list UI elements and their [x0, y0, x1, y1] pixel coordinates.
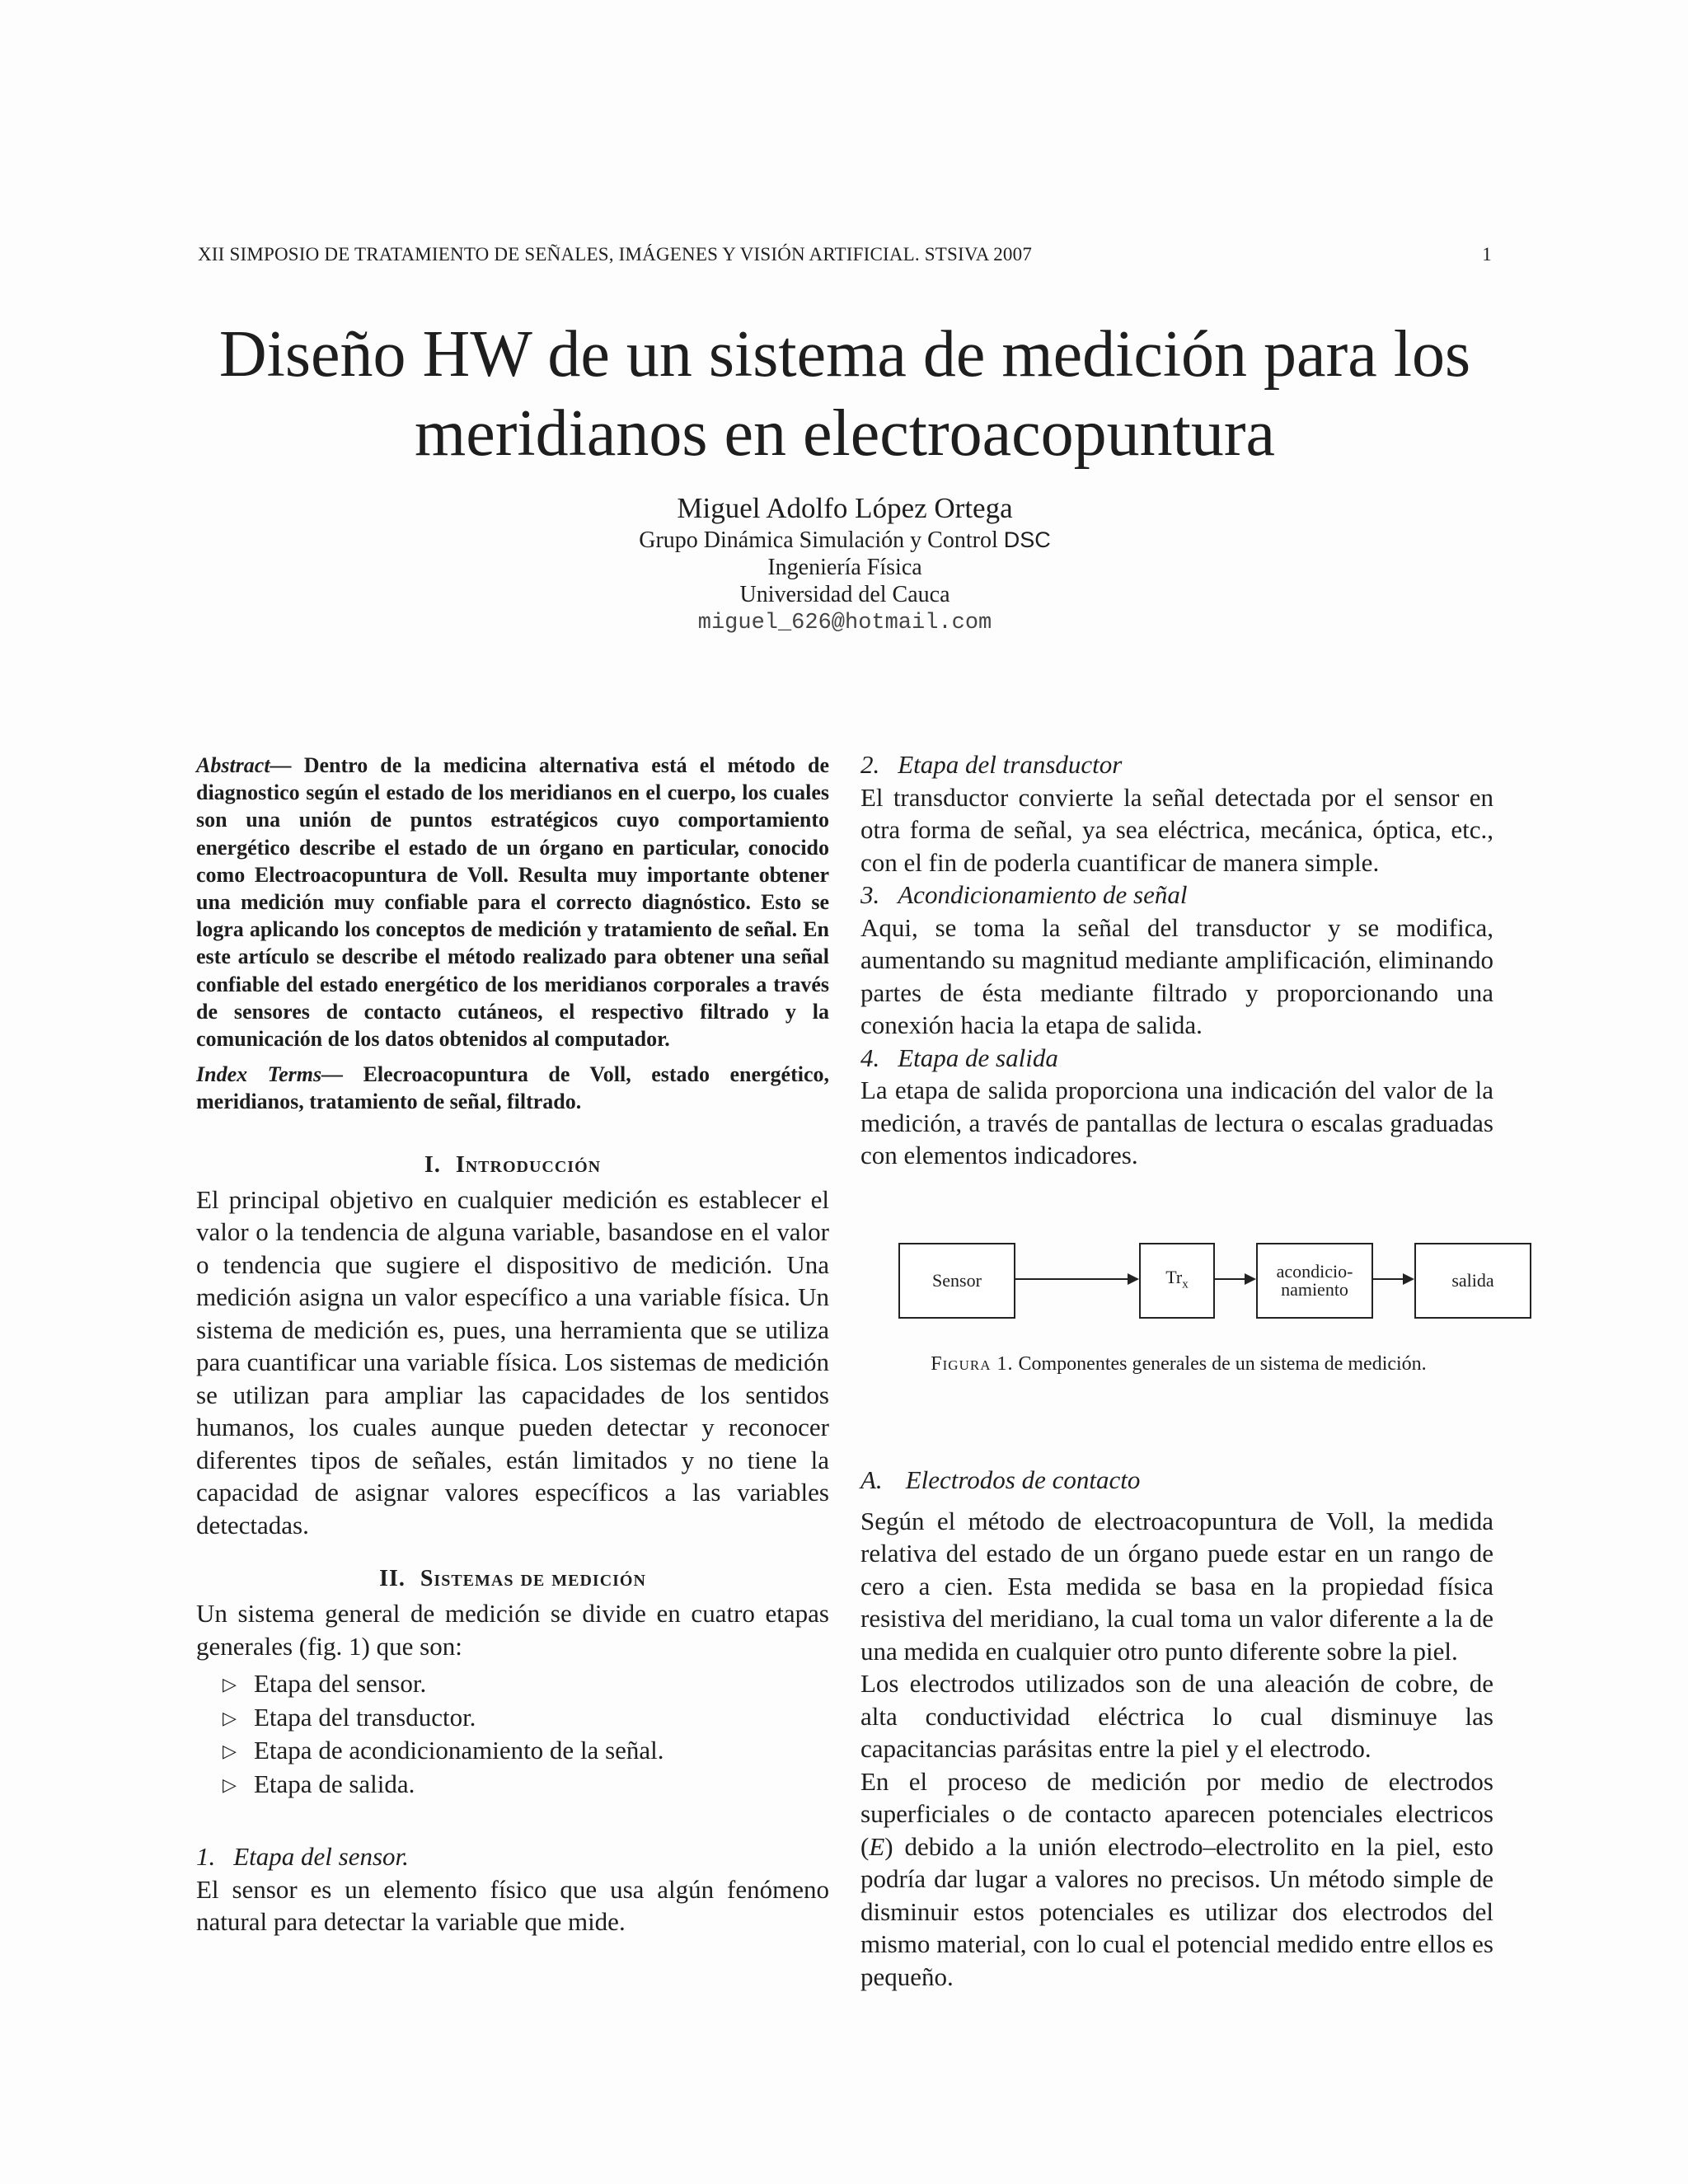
list-item: ▷ Etapa del transductor.	[223, 1701, 829, 1735]
subsection-heading-acondicionamiento: 3. Acondicionamiento de señal	[860, 880, 1188, 909]
abstract-text: Dentro de la medicina alternativa está el método de diagnostico según el estado de los meridianos en el cuerpo, los cuales son una unión de puntos estratégicos cuyo comportamiento energético describe el estado de un órgano en particular, conocido como Electroacopuntura de Voll. Resulta muy importante obtener una medición muy confiable para el correcto diagnóstico. Esto se logra aplicando los conceptos de medición y tratamiento de señal. En este artículo se describe el método realizado para obtener una señal confiable del estado energético de los meridianos corporales a través de sensores de contacto cutáneos, el respectivo filtrado y la comunicación de los datos obtenidos al computador.	[196, 753, 829, 1052]
math-symbol-e: E	[869, 1831, 885, 1861]
arrow-right-icon	[1245, 1273, 1256, 1285]
intro-paragraph: El principal objetivo en cualquier medición es establecer el valor o la tendencia de alguna variable, basandose en el valor o tendencia que sugiere el dispositivo de medición. Una medición asigna un valor específico a una variable física. Un sistema de medición es, pues, una herramienta que se utiliza para cuantificar una variable física. Los sistemas de medición se utilizan para ampliar las capacidades de los sentidos humanos, los cuales aunque pueden detectar y reconocer diferentes tipos de señales, están limitados y no tiene la capacidad de asignar valores específicos a las variables detectadas.	[196, 1184, 829, 1540]
abstract	[196, 752, 829, 1052]
author-group	[165, 527, 1525, 554]
section-number: II.	[379, 1566, 406, 1592]
section-title: Sistemas de medición	[420, 1566, 646, 1592]
electrodos-paragraph-2: Los electrodos utilizados son de una aleación de cobre, de alta conductividad eléctrica lo cual disminuye las capacitancias parásitas entre la piel y el electrodo.	[860, 1669, 1493, 1763]
section-number: I.	[424, 1151, 441, 1178]
acondicionamiento-paragraph: Aqui, se toma la señal del transductor y se modifica, aumentando su magnitud mediante amplificación, eliminando partes de ésta mediante filtrado y proporcionando una conexión hacia la etapa de salida.	[860, 912, 1493, 1039]
section-heading-introduccion	[196, 1152, 829, 1179]
figure-1-block-diagram	[898, 1236, 1494, 1327]
title-line-2: meridianos en electroacopuntura	[415, 397, 1275, 470]
subsection-heading-sensor: 1. Etapa del sensor.	[196, 1842, 409, 1872]
running-head	[198, 244, 1492, 265]
list-item: ▷ Etapa del sensor.	[223, 1667, 829, 1701]
arrow-line	[1014, 1278, 1129, 1280]
list-item: ▷ Etapa de salida.	[223, 1768, 829, 1802]
list-item: ▷ Etapa de acondicionamiento de la señal.	[223, 1734, 829, 1768]
block-sensor: Sensor	[898, 1243, 1015, 1319]
index-terms-text: Elecroacopuntura de Voll, estado energético, meridianos, tratamiento de señal, filtrado.	[196, 1062, 830, 1114]
index-terms	[196, 1061, 829, 1115]
author-block	[165, 490, 1525, 638]
caption-label: Figura 1.	[931, 1353, 1014, 1375]
triangle-bullet-icon: ▷	[223, 1774, 237, 1795]
author-group-acronym: DSC	[1003, 527, 1051, 552]
transductor-paragraph: El transductor convierte la señal detectada por el sensor en otra forma de señal, ya sea eléctrica, mecánica, óptica, etc., con el fin de poderla cuantificar de manera simple.	[860, 782, 1493, 877]
block-transductor: $Tr_x$	[1139, 1243, 1215, 1319]
sistemas-intro: Un sistema general de medición se divide en cuatro etapas generales (fig. 1) que son:	[196, 1599, 829, 1661]
right-column-lower	[860, 1464, 1493, 1993]
electrodos-paragraph-3: En el proceso de medición por medio de electrodos superficiales o de contacto aparecen potenciales electricos (E) debido a la unión electrodo–electrolito en la piel, esto podría dar lugar a valores no precisos. Un método simple de disminuir estos potenciales es utilizar dos electrodos del mismo material, con lo cual el potencial medido entre ellos es pequeño.	[860, 1766, 1493, 1991]
subsection-heading-electrodos: A. Electrodos de contacto	[860, 1465, 1141, 1494]
section-heading-sistemas	[196, 1566, 829, 1592]
salida-paragraph: La etapa de salida proporciona una indicación del valor de la medición, a través de pantallas de lectura o escalas graduadas con elementos indicadores.	[860, 1076, 1493, 1169]
running-head-text: XII SIMPOSIO DE TRATAMIENTO DE SEÑALES, IMÁGENES Y VISIÓN ARTIFICIAL. STSIVA 2007	[198, 244, 1033, 265]
stage-list	[223, 1667, 829, 1801]
author-dept: Ingeniería Física	[767, 555, 922, 580]
triangle-bullet-icon: ▷	[223, 1674, 237, 1695]
sensor-paragraph: El sensor es un elemento físico que usa algún fenómeno natural para detectar la variable que mide.	[196, 1874, 829, 1937]
right-column	[860, 748, 1493, 1172]
author-email: miguel_626@hotmail.com	[697, 611, 992, 635]
section-title: Introducción	[455, 1151, 602, 1178]
subsection-heading-salida: 4. Etapa de salida	[860, 1043, 1058, 1072]
arrow-right-icon	[1403, 1273, 1414, 1285]
block-acondicionamiento: acondicio- namiento	[1256, 1243, 1373, 1319]
block-salida: salida	[1414, 1243, 1531, 1319]
triangle-bullet-icon: ▷	[223, 1707, 237, 1728]
triangle-bullet-icon: ▷	[223, 1741, 237, 1762]
author-university: Universidad del Cauca	[739, 582, 950, 607]
figure-1-caption	[915, 1352, 1442, 1376]
paper-title	[165, 315, 1525, 473]
arrow-line	[1372, 1278, 1404, 1280]
author-name: Miguel Adolfo López Ortega	[677, 492, 1013, 524]
title-line-1: Diseño HW de un sistema de medición para los	[218, 318, 1471, 391]
left-column	[196, 752, 829, 1938]
index-terms-label: Index Terms—	[196, 1062, 344, 1087]
arrow-right-icon	[1128, 1273, 1139, 1285]
subsection-heading-transductor: 2. Etapa del transductor	[860, 750, 1123, 779]
abstract-label: Abstract—	[196, 753, 292, 777]
author-group-name: Grupo Dinámica Simulación y Control	[639, 527, 998, 553]
arrow-line	[1213, 1278, 1246, 1280]
electrodos-paragraph-1: Según el método de electroacopuntura de Voll, la medida relativa del estado de un órgano puede estar en un rango de cero a cien. Esta medida se basa en la propiedad física resistiva del meridiano, la cual toma un valor diferente a la de una medida en cualquier otro punto diferente sobre la piel.	[860, 1506, 1493, 1666]
page-number: 1	[1482, 244, 1492, 265]
caption-text: Componentes generales de un sistema de medición.	[1018, 1353, 1427, 1375]
